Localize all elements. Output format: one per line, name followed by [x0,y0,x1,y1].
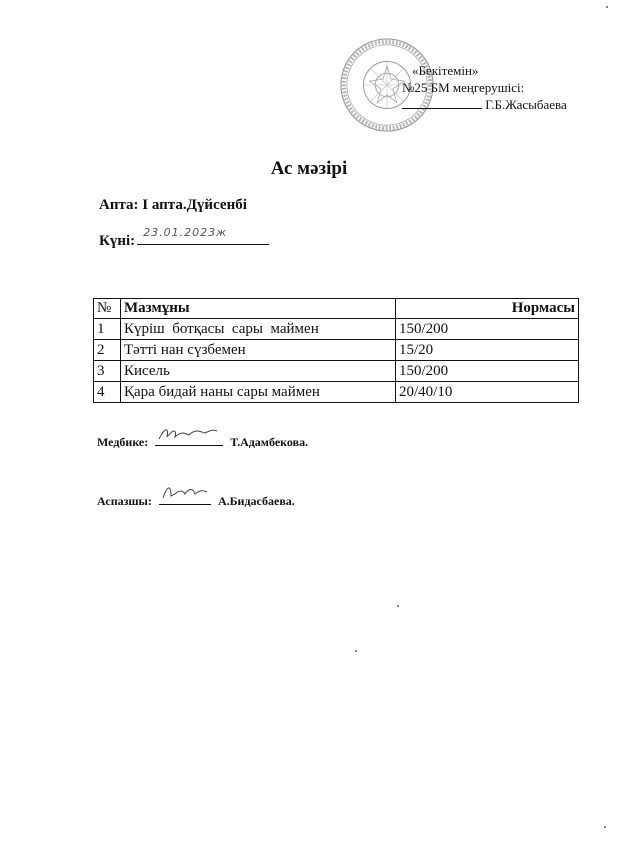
nurse-signature-icon [155,433,223,446]
cook-signature-row [97,492,295,509]
row-dish: Кисель [121,361,396,382]
row-norm: 150/200 [396,361,579,382]
row-norm: 150/200 [396,319,579,340]
cook-label: Аспазшы: [97,494,152,508]
nurse-label: Медбике: [97,435,149,449]
nurse-signature-row [97,433,308,450]
approval-position: №25 БМ меңгерушісі: [402,80,525,95]
date-value: 23.01.2023ж [143,226,228,239]
table-row [94,361,579,382]
row-dish: Қара бидай наны сары маймен [121,382,396,403]
header-number: № [94,299,121,319]
row-dish: Күріш ботқасы сары маймен [121,319,396,340]
table-header-row [94,299,579,319]
approval-block [402,62,567,113]
page-title: Ас мәзірі [270,158,348,179]
approval-name: Г.Б.Жасыбаева [485,97,567,112]
row-number: 4 [94,382,121,403]
date-field [137,226,269,245]
row-norm: 15/20 [396,340,579,361]
cook-signature-icon [159,492,211,505]
row-number: 2 [94,340,121,361]
approval-signature-line [402,96,567,113]
header-norm: Нормасы [396,299,579,319]
scan-speck [397,605,399,607]
scan-speck [606,6,608,8]
head-signature-icon [402,98,482,109]
row-norm: 20/40/10 [396,382,579,403]
row-number: 3 [94,361,121,382]
week-label: Апта: I апта.Дүйсенбі [99,197,247,213]
table-row [94,319,579,340]
table-row [94,382,579,403]
row-number: 1 [94,319,121,340]
cook-name: А.Бидасбаева. [217,494,295,508]
date-row [99,226,269,250]
scan-speck [355,650,357,652]
menu-table [93,298,579,403]
table-row [94,340,579,361]
date-label: Күні: [99,233,136,249]
nurse-name: Т.Адамбекова. [230,435,309,449]
row-dish: Тәтті нан сүзбемен [121,340,396,361]
approval-title: «Бекітемін» [412,63,479,78]
header-content: Мазмұны [121,299,396,319]
scan-speck [604,826,606,828]
